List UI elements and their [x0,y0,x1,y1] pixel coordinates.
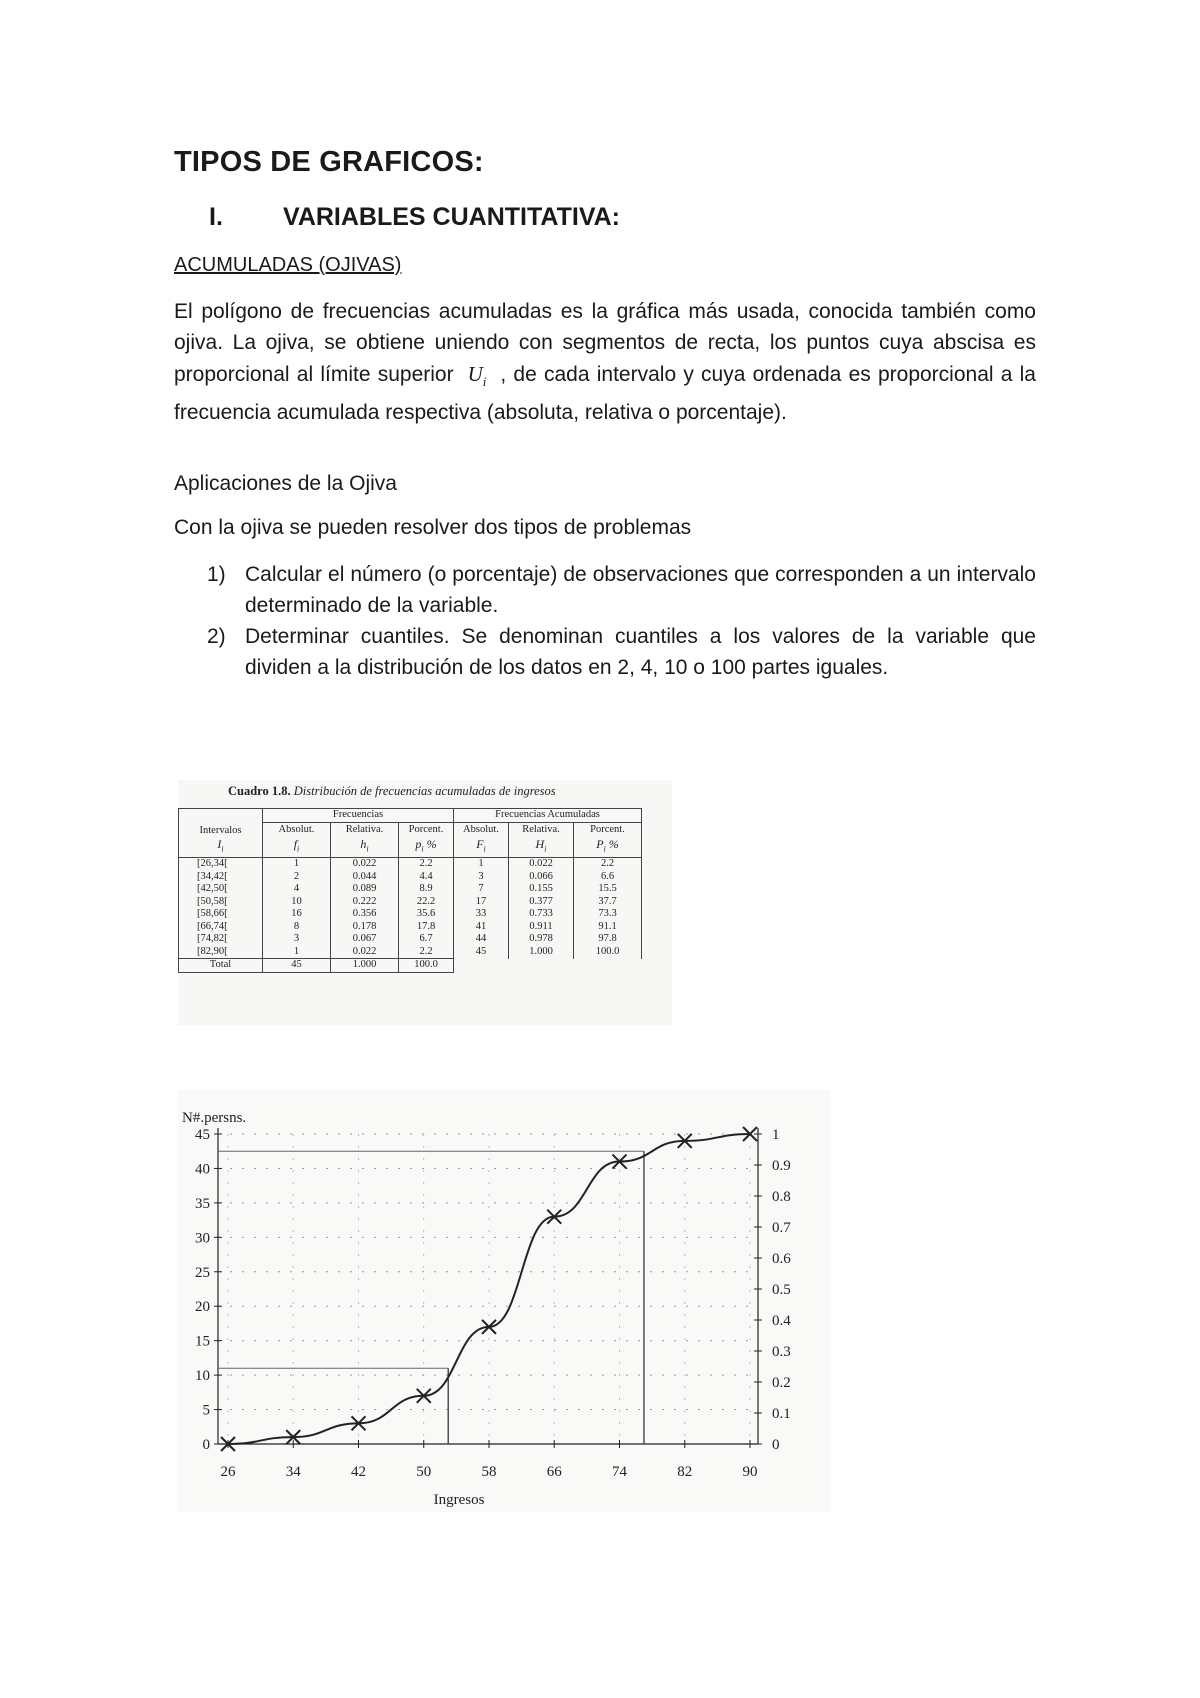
table-cell: 22.2 [399,896,454,909]
table-total-cell: 100.0 [399,959,454,973]
paragraph-problems: Con la ojiva se pueden resolver dos tipos de problemas [174,516,692,539]
y2-tick-label: 0.8 [772,1189,791,1205]
ogive-line [228,1134,750,1444]
table-symbol: $F_i$ [454,838,509,858]
table-cell: 0.155 [509,883,574,896]
section-number: I. [209,203,223,231]
table-cell: [34,42[ [179,871,263,884]
table-cell: [42,50[ [179,883,263,896]
table-cell: 2.2 [574,858,642,871]
table-cell: 0.089 [331,883,399,896]
table-cell: [66,74[ [179,921,263,934]
table-cell: 1 [263,946,331,959]
table-cell: 45 [454,946,509,959]
table-cell: 17.8 [399,921,454,934]
table-cell: 6.7 [399,933,454,946]
y2-tick-label: 0.1 [772,1406,791,1422]
x-tick-label: 50 [416,1464,432,1480]
y2-tick-label: 0.7 [772,1220,791,1236]
y-tick-label: 15 [195,1333,210,1350]
table-cell: 33 [454,908,509,921]
table-header: Intervalos [179,822,263,838]
table-cell: 0.978 [509,933,574,946]
x-tick-label: 90 [742,1464,758,1480]
list-number: 1) [207,563,226,586]
table-cell: 8 [263,921,331,934]
y2-tick-label: 0.5 [772,1282,791,1298]
subheading: ACUMULADAS (OJIVAS) [174,254,402,276]
table-cell: 3 [263,933,331,946]
table-caption: Cuadro 1.8. Distribución de frecuencias acumuladas de ingresos [228,784,556,798]
y-tick-label: 40 [195,1161,210,1178]
table-total-cell: 1.000 [331,959,399,973]
table-cell: [58,66[ [179,908,263,921]
table-cell: 0.377 [509,896,574,909]
table-cell: 0.066 [509,871,574,884]
table-cell: 17 [454,896,509,909]
table-cell: 0.022 [331,858,399,871]
table-cell: 0.733 [509,908,574,921]
table-header: Relativa. [509,822,574,838]
table-row [179,871,642,884]
table-cell: 1.000 [509,946,574,959]
y2-tick-label: 0.6 [772,1251,791,1267]
table-cell: 2.2 [399,858,454,871]
table-symbol: $f_i$ [263,838,331,858]
table-header: Absolut. [263,822,331,838]
list-text: Determinar cuantiles. Se denominan cuantiles a los valores de la variable que dividen a la distribución de los datos en 2, 4, 10 o 100 partes iguales. [245,625,1036,679]
table-cell: 35.6 [399,908,454,921]
table-cell: 0.022 [331,946,399,959]
paragraph-ojiva [174,296,1036,428]
table-cell: 1 [454,858,509,871]
x-tick-label: 74 [612,1464,627,1480]
x-tick-label: 34 [285,1464,301,1480]
table-cell: 8.9 [399,883,454,896]
y2-tick-label: 0.3 [772,1344,791,1360]
y-tick-label: 30 [195,1230,210,1247]
table-cell: [26,34[ [179,858,263,871]
list-item [174,621,1036,683]
table-cell: 10 [263,896,331,909]
table-symbol: $I_i$ [179,838,263,858]
table-cell: 2 [263,871,331,884]
table-header: Absolut. [454,822,509,838]
table-symbol: $p_i$ % [399,838,454,858]
table-symbol: $h_i$ [331,838,399,858]
table-cell: 2.2 [399,946,454,959]
table-row [179,921,642,934]
table-cell: 97.8 [574,933,642,946]
table-total-cell: 45 [263,959,331,973]
table-cell: [74,82[ [179,933,263,946]
table-cell: 91.1 [574,921,642,934]
numbered-list [174,559,1036,683]
y-tick-label: 0 [202,1437,210,1453]
y-tick-label: 5 [202,1402,210,1419]
ogive-chart-svg [178,1090,830,1512]
x-tick-label: 26 [220,1464,236,1480]
x-tick-label: 82 [677,1464,693,1480]
table-row [179,933,642,946]
table-cell: 6.6 [574,871,642,884]
section-title: VARIABLES CUANTITATIVA: [283,203,621,231]
x-tick-label: 58 [481,1464,497,1480]
y2-tick-label: 0 [772,1437,780,1453]
ogive-chart [178,1090,830,1512]
table-symbol: $H_i$ [509,838,574,858]
table-cell: 7 [454,883,509,896]
paragraph-applications: Aplicaciones de la Ojiva [174,472,397,495]
y2-tick-label: 0.2 [772,1375,791,1391]
table-row [179,858,642,871]
table-cell: 0.222 [331,896,399,909]
y2-tick-label: 0.9 [772,1158,791,1174]
table-cell: 4.4 [399,871,454,884]
table-group-header: Frecuencias Acumuladas [454,809,642,823]
table-cell: 1 [263,858,331,871]
frequency-table-image [178,780,672,1025]
table-cell: 73.3 [574,908,642,921]
y2-tick-label: 1 [772,1127,780,1143]
table-header: Porcent. [574,822,642,838]
section-heading [174,203,620,232]
table-symbol: $P_i$ % [574,838,642,858]
table-row [179,883,642,896]
list-item [174,559,1036,621]
table-row [179,908,642,921]
y-tick-label: 25 [195,1264,210,1281]
y-tick-label: 45 [195,1127,210,1143]
table-cell: 0.067 [331,933,399,946]
x-tick-label: 66 [546,1464,562,1480]
table-cell: 0.178 [331,921,399,934]
frequency-table [178,808,642,973]
table-cell: 4 [263,883,331,896]
y-tick-label: 20 [195,1299,210,1316]
y-axis-label: N#.persns. [182,1110,247,1126]
table-cell: 44 [454,933,509,946]
table-cell: 0.356 [331,908,399,921]
table-row [179,946,642,959]
table-cell: 3 [454,871,509,884]
table-cell: 0.022 [509,858,574,871]
table-total-cell: Total [179,959,263,973]
table-cell: 0.044 [331,871,399,884]
table-cell: 37.7 [574,896,642,909]
table-group-header: Frecuencias [263,809,454,823]
table-header: Relativa. [331,822,399,838]
list-text: Calcular el número (o porcentaje) de observaciones que corresponden a un intervalo determinado de la variable. [245,563,1036,617]
table-body [179,858,642,959]
page-title: TIPOS DE GRAFICOS: [174,146,484,178]
x-tick-label: 42 [351,1464,366,1480]
y2-tick-label: 0.4 [772,1313,791,1329]
table-cell: 0.911 [509,921,574,934]
table-header: Porcent. [399,822,454,838]
table-row [179,896,642,909]
table-cell: 16 [263,908,331,921]
y-tick-label: 10 [195,1368,210,1385]
table-cell: 100.0 [574,946,642,959]
table-cell: [50,58[ [179,896,263,909]
table-cell: [82,90[ [179,946,263,959]
paragraph-text-b: , de cada intervalo y cuya ordenada es proporcional a la frecuencia acumulada respectiva (absoluta, relativa o porcentaje). [174,362,1036,425]
upper-limit-symbol: $U_i$ [467,361,487,389]
list-number: 2) [207,625,226,648]
y-tick-label: 35 [195,1195,210,1212]
paragraph-text-a: El polígono de frecuencias acumuladas es la gráfica más usada, conocida también como ojiva. La ojiva, se obtiene uniendo con segmentos de recta, los puntos cuya abscisa es proporcional al límite superior [174,300,1036,386]
table-cell: 41 [454,921,509,934]
x-axis-label: Ingresos [433,1492,485,1508]
table-cell: 15.5 [574,883,642,896]
